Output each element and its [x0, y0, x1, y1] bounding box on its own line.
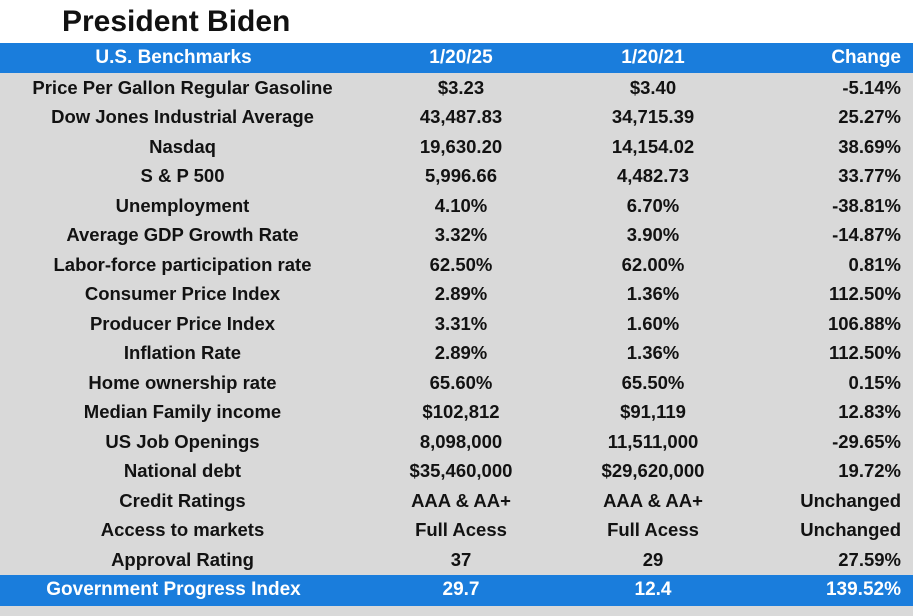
row-value-current: $3.23 [365, 73, 557, 103]
row-value-current: $35,460,000 [365, 457, 557, 487]
row-label: Labor-force participation rate [0, 250, 365, 280]
row-value-current: $102,812 [365, 398, 557, 428]
row-change: 19.72% [749, 457, 913, 487]
row-label: Price Per Gallon Regular Gasoline [0, 73, 365, 103]
row-value-current: 2.89% [365, 280, 557, 310]
table-row [0, 280, 913, 310]
table-row [0, 221, 913, 251]
column-header-change: Change [749, 43, 913, 73]
row-label: Approval Rating [0, 545, 365, 575]
row-value-previous: 1.36% [557, 280, 749, 310]
row-label: Median Family income [0, 398, 365, 428]
row-value-current: 37 [365, 545, 557, 575]
row-value-previous: Full Acess [557, 516, 749, 546]
summary-value-current: 29.7 [365, 575, 557, 606]
table-row [0, 457, 913, 487]
row-value-previous: 6.70% [557, 191, 749, 221]
row-change: Unchanged [749, 486, 913, 516]
row-change: 0.15% [749, 368, 913, 398]
row-value-previous: 14,154.02 [557, 132, 749, 162]
row-label: Nasdaq [0, 132, 365, 162]
table-row [0, 73, 913, 103]
row-change: -14.87% [749, 221, 913, 251]
row-value-current: 43,487.83 [365, 103, 557, 133]
row-label: Access to markets [0, 516, 365, 546]
row-change: -38.81% [749, 191, 913, 221]
row-change: 112.50% [749, 280, 913, 310]
table-header-row [0, 43, 913, 73]
column-header-date-current: 1/20/25 [365, 43, 557, 73]
row-label: Home ownership rate [0, 368, 365, 398]
row-change: 112.50% [749, 339, 913, 369]
table-footer [0, 575, 913, 606]
row-label: Unemployment [0, 191, 365, 221]
row-label: Credit Ratings [0, 486, 365, 516]
row-label: S & P 500 [0, 162, 365, 192]
table-row [0, 191, 913, 221]
summary-change: 139.52% [749, 575, 913, 606]
row-label: National debt [0, 457, 365, 487]
row-change: 0.81% [749, 250, 913, 280]
row-change: Unchanged [749, 516, 913, 546]
table-row [0, 309, 913, 339]
row-label: Producer Price Index [0, 309, 365, 339]
row-value-current: 8,098,000 [365, 427, 557, 457]
summary-row [0, 575, 913, 606]
column-header-benchmarks: U.S. Benchmarks [0, 43, 365, 73]
page-title: President Biden [62, 4, 291, 38]
table-row [0, 162, 913, 192]
row-value-previous: $3.40 [557, 73, 749, 103]
row-label: Consumer Price Index [0, 280, 365, 310]
row-value-previous: $29,620,000 [557, 457, 749, 487]
table-row [0, 486, 913, 516]
summary-label: Government Progress Index [0, 575, 365, 606]
table-row [0, 427, 913, 457]
row-value-current: 62.50% [365, 250, 557, 280]
row-value-previous: 29 [557, 545, 749, 575]
row-change: 38.69% [749, 132, 913, 162]
row-value-previous: AAA & AA+ [557, 486, 749, 516]
row-value-current: 65.60% [365, 368, 557, 398]
table-row [0, 398, 913, 428]
row-change: -5.14% [749, 73, 913, 103]
table-body [0, 73, 913, 575]
table-row [0, 339, 913, 369]
row-label: Average GDP Growth Rate [0, 221, 365, 251]
row-label: Dow Jones Industrial Average [0, 103, 365, 133]
row-value-previous: 1.60% [557, 309, 749, 339]
row-value-previous: $91,119 [557, 398, 749, 428]
row-value-current: AAA & AA+ [365, 486, 557, 516]
row-value-previous: 4,482.73 [557, 162, 749, 192]
row-value-current: 3.31% [365, 309, 557, 339]
row-value-previous: 34,715.39 [557, 103, 749, 133]
row-value-current: 4.10% [365, 191, 557, 221]
row-change: 106.88% [749, 309, 913, 339]
row-change: 27.59% [749, 545, 913, 575]
row-change: 33.77% [749, 162, 913, 192]
row-value-current: Full Acess [365, 516, 557, 546]
table-row [0, 103, 913, 133]
row-label: US Job Openings [0, 427, 365, 457]
table-row [0, 545, 913, 575]
row-value-current: 2.89% [365, 339, 557, 369]
row-value-current: 19,630.20 [365, 132, 557, 162]
summary-value-previous: 12.4 [557, 575, 749, 606]
row-value-current: 3.32% [365, 221, 557, 251]
column-header-date-previous: 1/20/21 [557, 43, 749, 73]
row-change: 25.27% [749, 103, 913, 133]
table-row [0, 250, 913, 280]
table-row [0, 132, 913, 162]
row-value-previous: 11,511,000 [557, 427, 749, 457]
row-value-previous: 65.50% [557, 368, 749, 398]
row-label: Inflation Rate [0, 339, 365, 369]
row-value-current: 5,996.66 [365, 162, 557, 192]
row-value-previous: 62.00% [557, 250, 749, 280]
benchmarks-table [0, 43, 913, 606]
table-header [0, 43, 913, 73]
row-change: 12.83% [749, 398, 913, 428]
table-row [0, 516, 913, 546]
row-value-previous: 1.36% [557, 339, 749, 369]
bottom-spacer [0, 606, 913, 616]
row-value-previous: 3.90% [557, 221, 749, 251]
title-bar [0, 0, 913, 43]
row-change: -29.65% [749, 427, 913, 457]
table-row [0, 368, 913, 398]
